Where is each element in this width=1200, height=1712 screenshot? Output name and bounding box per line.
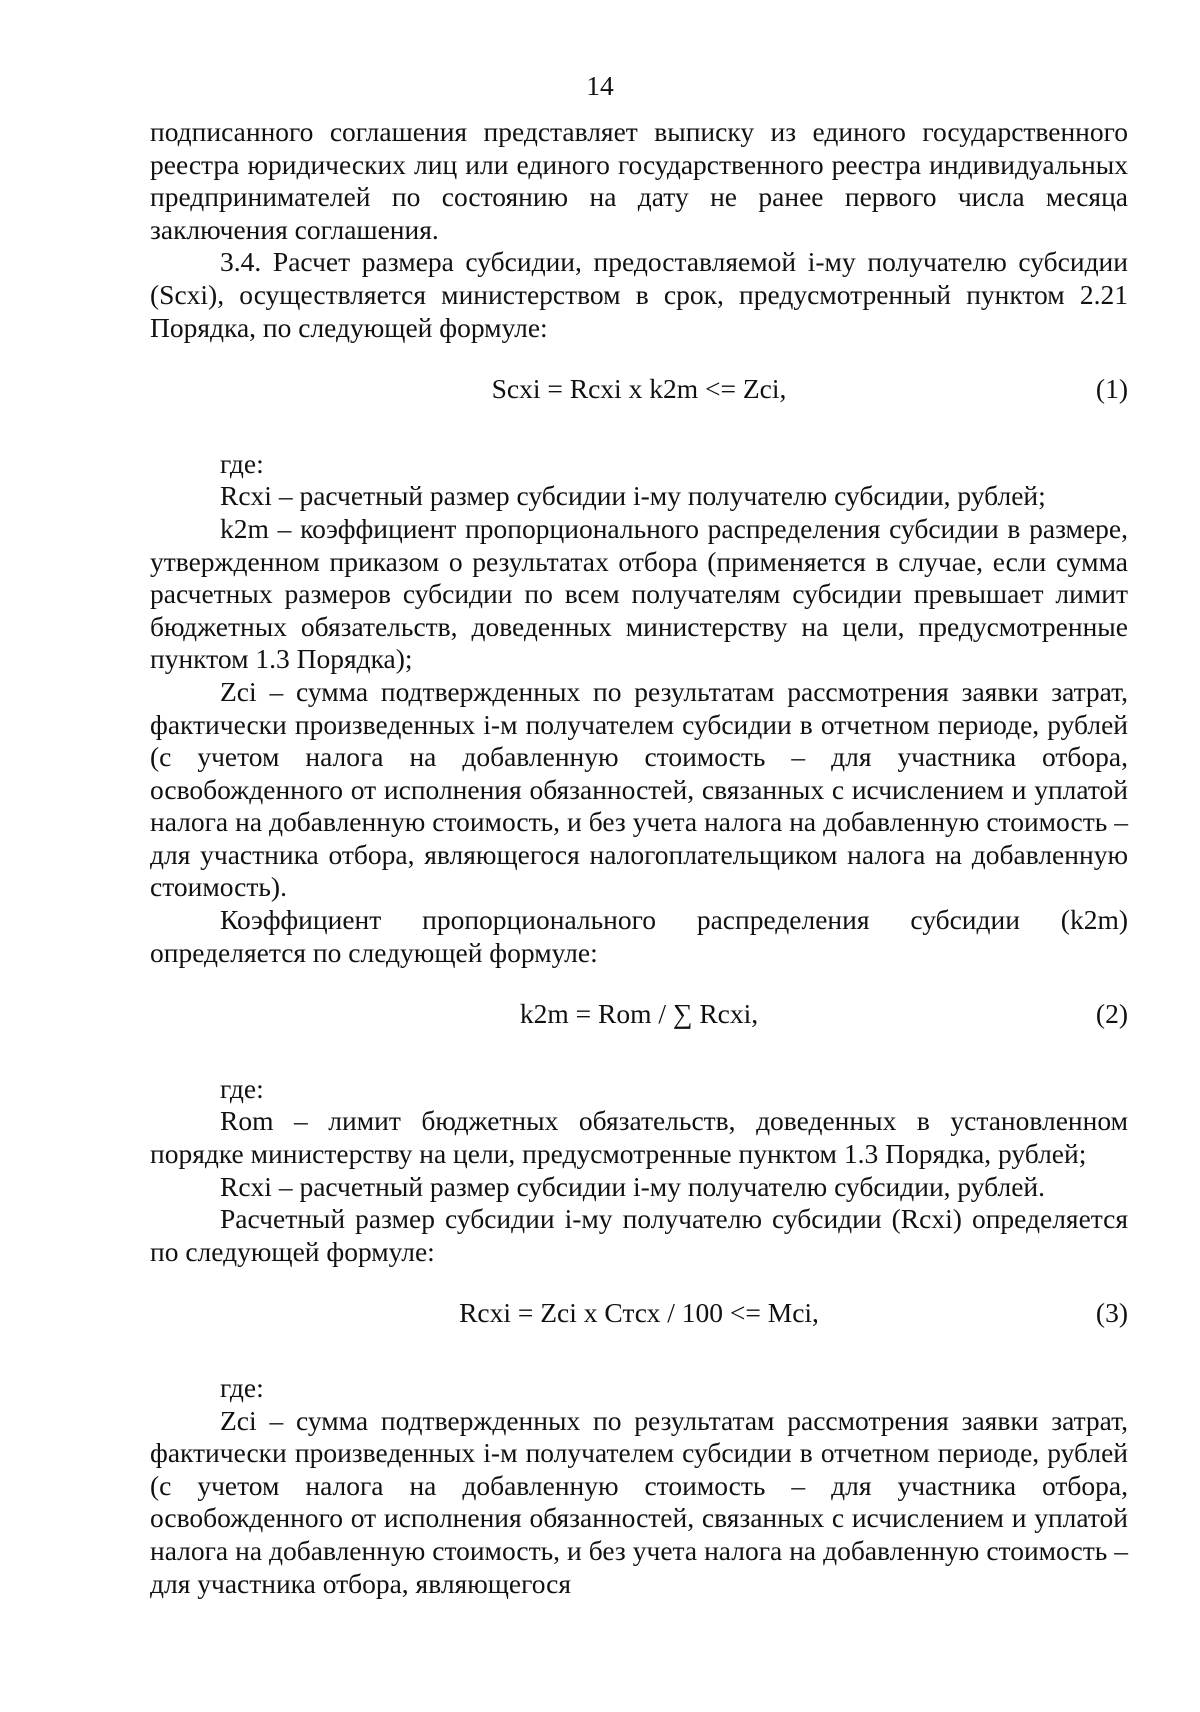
formula-3-number: (3) [1095, 1297, 1128, 1329]
formula-1 [150, 373, 1128, 406]
formula-2-number: (2) [1095, 998, 1128, 1030]
where-label-2: где: [220, 1072, 264, 1104]
paragraph-3-4: 3.4. Расчет размера субсидии, предоставляемой i-му получателю субсидии (Scxi), осуществляется министерством в срок, предусмотренный пунктом 2.21 Порядка, по следующей формуле: [150, 246, 1128, 343]
formula-2 [150, 998, 1128, 1031]
paragraph-registry-extract: подписанного соглашения представляет выписку из единого государственного реестра юридических лиц или единого государственного реестра индивидуальных предпринимателей по состоянию на дату не ранее первого числа месяца заключения соглашения. [150, 116, 1128, 245]
formula-2-expression: k2m = Rom / ∑ Rcxi, [519, 998, 759, 1030]
definition-rom: Rom – лимит бюджетных обязательств, доведенных в установленном порядке министерству на цели, предусмотренные пунктом 1.3 Порядка, рублей; [150, 1105, 1128, 1170]
paragraph-k2m-intro: Коэффициент пропорционального распределения субсидии (k2m) определяется по следующей формуле: [150, 904, 1128, 968]
document-body [150, 116, 1128, 1600]
page-number: 14 [586, 70, 614, 101]
where-label-3: где: [220, 1372, 264, 1403]
definition-rcxi-2: Rcxi – расчетный размер субсидии i-му получателю субсидии, рублей. [220, 1170, 1046, 1202]
formula-3 [150, 1297, 1128, 1330]
definition-zci-1: Zci – сумма подтвержденных по результатам рассмотрения заявки затрат, фактически произведенных i-м получателем субсидии в отчетном периоде, рублей (с учетом налога на добавленную стоимость – для участника отбора, освобожденного от исполнения обязанностей, связанных с исчислением и уплатой налога на добавленную стоимость, и без учета налога на добавленную стоимость – для участника отбора, являющегося налогоплательщиком налога на добавленную стоимость). [150, 675, 1128, 903]
formula-1-number: (1) [1095, 373, 1128, 405]
paragraph-rcxi-intro: Расчетный размер субсидии i-му получателю субсидии (Rcxi) определяется по следующей формуле: [150, 1203, 1128, 1267]
definition-zci-2: Zci – сумма подтвержденных по результатам рассмотрения заявки затрат, фактически произведенных i-м получателем субсидии в отчетном периоде, рублей (с учетом налога на добавленную стоимость – для участника отбора, освобожденного от исполнения обязанностей, связанных с исчислением и уплатой налога на добавленную стоимость, и без учета налога на добавленную стоимость – для участника отбора, являющегося [150, 1404, 1128, 1599]
where-label-1: где: [220, 447, 264, 479]
definition-k2m: k2m – коэффициент пропорционального распределения субсидии в размере, утвержденном приказом о результатах отбора (применяется в случае, если сумма расчетных размеров субсидии по всем получателям субсидии превышает лимит бюджетных обязательств, доведенных министерству на цели, предусмотренные пунктом 1.3 Порядка); [150, 512, 1128, 675]
formula-3-expression: Rcxi = Zci x Стсх / 100 <= Mci, [459, 1297, 819, 1329]
definition-rcxi-1: Rcxi – расчетный размер субсидии i-му получателю субсидии, рублей; [220, 480, 1046, 512]
formula-1-expression: Scxi = Rcxi x k2m <= Zci, [491, 373, 787, 405]
